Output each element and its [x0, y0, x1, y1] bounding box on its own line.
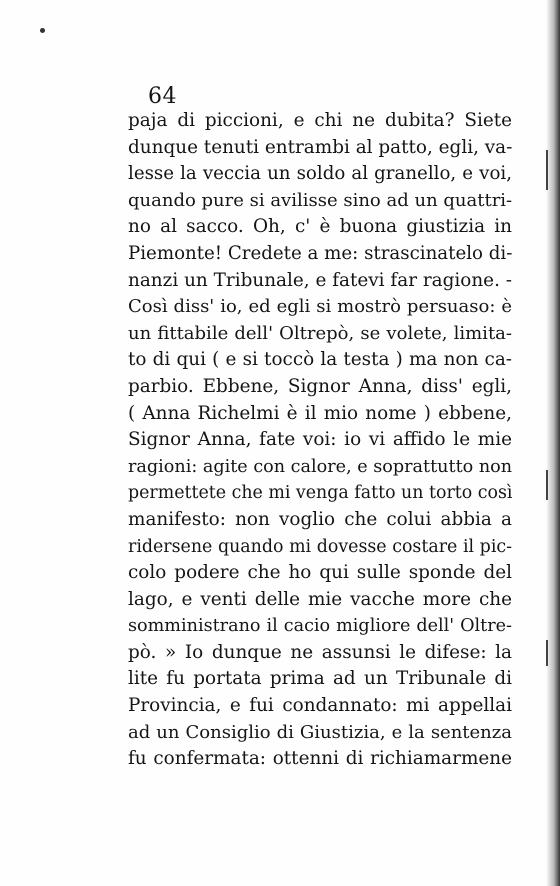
text-line: dunque tenuti entrambi al patto, egli, va- — [128, 136, 513, 158]
text-line: to di qui ( e si toccò la testa ) ma non ca- — [128, 349, 512, 371]
text-line: Provincia, e fui condannato: mi appellai — [128, 695, 512, 717]
text-line: un fittabile dell' Oltrepò, se volete, limita- — [128, 322, 512, 344]
page-number: 64 — [148, 84, 177, 109]
text-line: lite fu portata prima ad un Tribunale di — [128, 668, 512, 690]
text-line: ad un Consiglio di Giustizia, e la sentenza — [128, 721, 512, 743]
page-edge-mark — [546, 470, 548, 500]
text-line: colo podere che ho qui sulle sponde del — [128, 562, 512, 584]
text-line: quando pure si avilisse sino ad un quattri- — [128, 189, 513, 211]
text-line: ragioni: agite con calore, e soprattutto non — [128, 456, 513, 477]
text-line: Così diss' io, ed egli si mostrò persuaso: è — [128, 296, 512, 318]
text-line: no al sacco. Oh, c' è buona giustizia in — [128, 216, 512, 238]
text-line: parbio. Ebbene, Signor Anna, diss' egli, — [128, 375, 512, 397]
text-line: somministrano il cacio migliore dell' Oltre- — [128, 616, 512, 637]
text-line: ridersene quando mi dovesse costare il pic- — [128, 536, 512, 557]
page-edge-mark — [546, 150, 548, 190]
ink-speck — [40, 28, 45, 33]
body-text — [128, 108, 512, 773]
text-line: ( Anna Richelmi è il mio nome ) ebbene, — [128, 402, 512, 424]
text-line: manifesto: non voglio che colui abbia a — [128, 508, 512, 530]
text-line: nanzi un Tribunale, e fatevi far ragione. - — [128, 269, 512, 291]
page-edge-mark — [546, 640, 548, 666]
text-line: fu confermata: ottenni di richiamarmene — [128, 748, 512, 770]
page-edge-shadow — [546, 0, 560, 886]
text-line: paja di piccioni, e chi ne dubita? Siete — [128, 110, 512, 131]
text-line: lesse la veccia un soldo al granello, e voi, — [128, 163, 512, 185]
text-line: lago, e venti delle mie vacche more che — [128, 588, 512, 610]
text-line: permettete che mi venga fatto un torto così — [128, 483, 513, 504]
text-line: Piemonte! Credete a me: strascinatelo di- — [128, 242, 513, 264]
text-line: Signor Anna, fate voi: io vi affido le mie — [128, 429, 512, 451]
text-line: pò. » Io dunque ne assunsi le difese: la — [128, 641, 512, 663]
